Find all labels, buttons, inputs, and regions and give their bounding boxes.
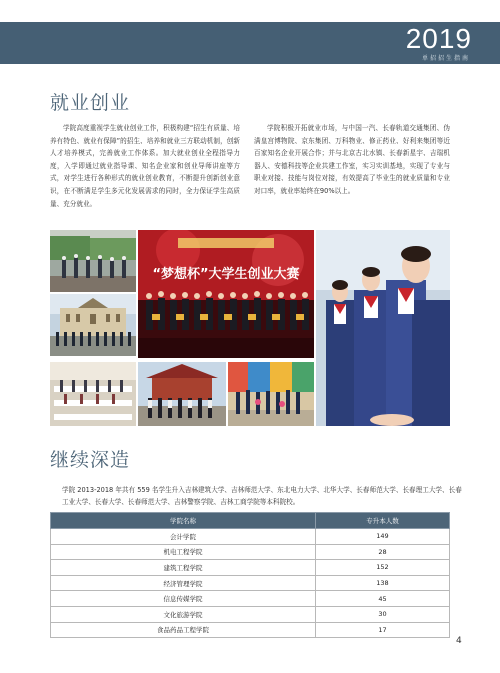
table-row [51,622,450,638]
contest-banner-text: “梦想杯”大学生创业大赛 [152,267,300,282]
college-name: 建筑工程学院 [51,560,316,576]
table-header-count: 专升本人数 [316,513,450,529]
college-name: 文化旅游学院 [51,606,316,622]
header-band [0,22,500,64]
upgrade-count: 138 [316,575,450,591]
college-name: 食品药品工程学院 [51,622,316,638]
college-name: 信息传媒学院 [51,591,316,607]
college-name: 会计学院 [51,529,316,545]
table-row [51,606,450,622]
header-subtitle: 单招招生指南 [421,55,470,62]
upgrade-count: 149 [316,529,450,545]
upgrade-count: 28 [316,544,450,560]
section-title-employment: 就业创业 [50,92,131,114]
upgrade-count: 30 [316,606,450,622]
photo-rail-attendants [316,230,450,426]
section-title-further-study: 继续深造 [50,449,131,471]
college-name: 经济管理学院 [51,575,316,591]
upgrade-students-table [50,512,450,638]
table-row [51,575,450,591]
college-name: 机电工程学院 [51,544,316,560]
upgrade-count: 17 [316,622,450,638]
photo-colorful-wall-group [228,362,314,426]
table-row [51,591,450,607]
photo-entrepreneurship-contest [138,230,314,358]
upgrade-count: 152 [316,560,450,576]
upgrade-count: 45 [316,591,450,607]
table-row [51,529,450,545]
table-row [51,560,450,576]
page-number: 4 [456,636,462,646]
employment-text-left: 学院高度重视学生就业创业工作，积极构建“招生有质量、培养有特色、就业有保障”的招生、培养和就业三方联动机制，创新人才培养模式，完善就业工作体系。加大就业创业全程指导力度，入学即通过就业指导课、知名企业家和创业导师讲座等方式，对学生进行各种形式的就业创业教育，不断提升创新创业意识，在不断满足学生多元化发展需求的同时，全力保证学生高质量、充分就业。 [50,124,240,208]
header-year: 2019 [405,23,472,54]
photo-campus-building [50,294,136,356]
photo-dining-hall [50,362,136,426]
photo-pavilion-group [138,362,226,426]
photo-train-staff [50,230,136,292]
employment-text-right: 学院积极开拓就业市场，与中国一汽、长春轨道交通集团、伪满皇宫博物院、京东集团、万科物业、修正药业、好利来集团等近百家知名企业开展合作；并与北京古北水镇、长春新星宇、吉瑞机器人、安德科技等企业共建工作室，实习实训基地，实现了专业与职业对接、技能与岗位对接，有效提高了毕业生的就业质量和专业对口率，就业率始终在90%以上。 [254,124,450,195]
table-header-row [51,513,450,529]
table-row [51,544,450,560]
table-header-college: 学院名称 [51,513,316,529]
further-study-intro: 学院 2013-2018 年共有 559 名学生升入吉林建筑大学、吉林师范大学、东北电力大学、北华大学、长春师范大学、长春理工大学、长春工业大学、长春大学、长春师范大学、吉林警察学院、吉林工商学院等本科院校。 [62,486,462,506]
